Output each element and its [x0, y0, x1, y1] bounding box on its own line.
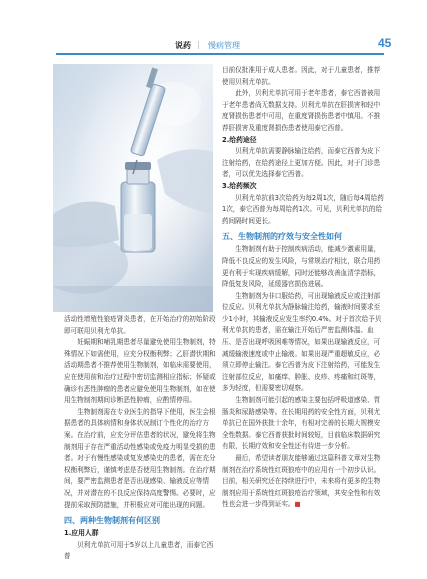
- section-heading: 五、生物制剂的疗效与安全性如何: [222, 232, 342, 242]
- paragraph: 生物制剂可能引起的感染主要包括呼吸道感染、胃肠炎和尿路感染等。在长期用药的安全性方面，贝利尤单抗已在国外获批十余年，有相对完善的长期大规模安全性数据。泰它西普获批时间较短，目前临床数据研究有限，长期疗效和安全性还有待进一步分析。: [222, 396, 381, 451]
- subheading: 3.给药频次: [222, 181, 257, 190]
- page-header: [0, 0, 427, 56]
- paragraph: 活动性增殖性狼疮肾炎患者，在开始治疗的初始阶段即可联用贝利尤单抗。: [64, 315, 216, 335]
- header-separator: |: [197, 40, 200, 49]
- page-number: 45: [378, 36, 392, 50]
- subheading: 1.应用人群: [64, 529, 99, 538]
- paragraph: 生物制剂为非口服给药，可出现输液反应或注射部位反应。贝利尤单抗为静脉输注给药，输液时间要求至少1小时，其输液反应发生率约0.4%。对于首次给予贝利尤单抗的患者，需在输注开始后严密监测体温、血压、是否出现呼吸困难等情况，如果出现输液反应，可减缓输液速度或中止输液。如果出现严重超敏反应，必须立即停止输注。泰它西普为皮下注射给药，可能发生注射部位反应，如瘙痒、肿胀、皮疹、疼痛和红斑等，多为轻度，但需要密切观察。: [222, 291, 382, 393]
- paragraph: 生物制剂有助于控制疾病活动，能减少激素用量，降低不良反应的发生风险，与常规治疗相比，联合用药更有利于实现疾病缓解，同时还能够改善血清学指标，降低复发风险，延缓器官损伤进展。: [222, 245, 381, 289]
- paragraph: 此外，贝利尤单抗可用于老年患者，泰它西普被用于老年患者尚无数据支持。贝利尤单抗在肝损害和轻中度肾损伤患者中可用，在重度肾损伤患者中慎用。不推荐肝损害及重度肾损伤患者使用泰它西普。: [222, 89, 381, 132]
- paragraph: 目前仅批准用于成人患者。因此，对于儿童患者，推荐使用贝利尤单抗。: [222, 66, 381, 86]
- paragraph: 贝利尤单抗需要静脉输注给药，而泰它西普为皮下注射给药，在给药途径上更加方便。因此，对于门诊患者，可以优先选择泰它西普。: [222, 147, 381, 179]
- subheading: 2.给药途径: [222, 135, 257, 144]
- paragraph-text: 最后，希望读者朋友能够通过这篇科普文章对生物制剂在治疗系统性红斑狼疮中的应用有一个初步认识。目前，相关研究还在持续进行中，未来将有更多的生物制剂应用于系统性红斑狼疮治疗领域，其安全性和有效性也会进一步得到证实。: [222, 454, 381, 509]
- paragraph: 贝利尤单抗可用于5岁以上儿童患者，而泰它西普: [64, 540, 214, 561]
- paragraph: [222, 453, 386, 511]
- subsection-name: 慢病管理: [208, 41, 240, 50]
- end-mark: ■: [294, 500, 301, 509]
- paragraph: 生物制剂需在专业医生的指导下使用，医生会根据患者的具体病情和身体状况制订个性化的治疗方案。在治疗前，应充分评估患者的状况，避免将生物制剂用于存在严重活动性感染或免疫力明显受损的患者。对于有慢性感染或复发感染史的患者，需在充分权衡利弊后，谨慎考虑是否使用生物制剂。在治疗期间，要严密监测患者是否出现感染、输液反应等情况，并对潜在的不良反应保持高度警惕。必要时，应提前采取预防措施，并积极应对可能出现的问题。: [64, 407, 216, 509]
- header-rule: [56, 53, 384, 55]
- left-column: [64, 314, 216, 563]
- section-name: 说药: [175, 41, 191, 50]
- photo-illustration: [53, 64, 213, 312]
- paragraph: 贝利尤单抗前3次给药为每2周1次，随后每4周给药1次，泰它西普为每周给药1次。可见，贝利尤单抗的给药间隔时间更长。: [222, 193, 384, 225]
- right-column: [222, 65, 386, 511]
- section-heading: 四、两种生物制剂有何区别: [64, 516, 160, 526]
- paragraph: 妊娠期和哺乳期患者尽量避免使用生物制剂，特殊情况下如需使用，应充分权衡利弊；乙肝潜伏期和活动期患者不推荐使用生物制剂，如临床需要使用，应在使用前和治疗过程中密切监测相应指标；怀疑或确诊有恶性肿瘤的患者应避免使用生物制剂，如在使用生物制剂期间诊断恶性肿瘤，应酌情停用。: [64, 338, 216, 405]
- vial-syringe-photo: [53, 64, 213, 312]
